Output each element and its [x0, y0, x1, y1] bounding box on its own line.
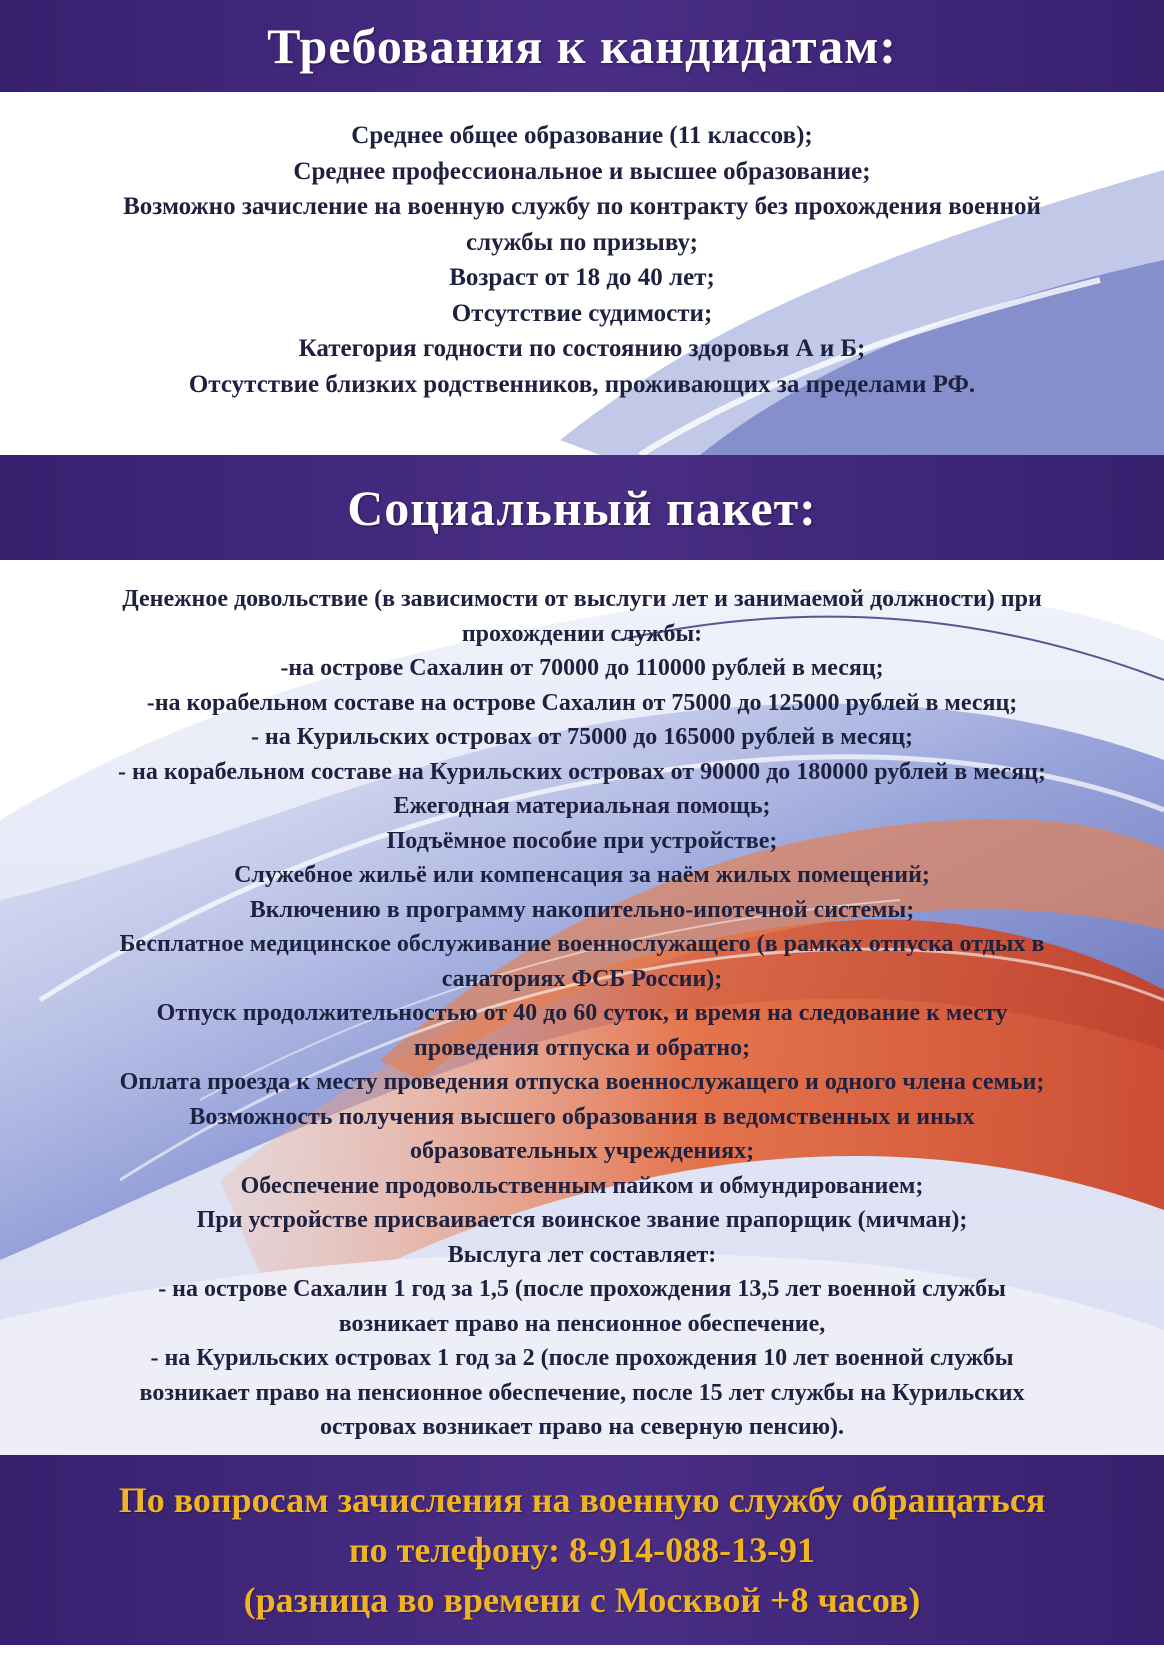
social-item: проведения отпуска и обратно;	[413, 1034, 751, 1061]
social-item: - на Курильских островах 1 год за 2 (после прохождения 10 лет военной службы	[150, 1345, 1014, 1371]
contact-timezone-note: (разница во времени с Москвой +8 часов)	[243, 1580, 921, 1620]
requirements-list	[20, 118, 1144, 402]
social-item: - на острове Сахалин 1 год за 1,5 (после прохождения 13,5 лет военной службы	[158, 1276, 1006, 1302]
social-item: прохождении службы:	[461, 620, 703, 647]
social-item: Возможность получения высшего образования в ведомственных и иных	[189, 1103, 975, 1130]
requirement-item: Возраст от 18 до 40 лет;	[449, 264, 715, 291]
social-item: возникает право на пенсионное обеспечение,	[338, 1310, 826, 1337]
social-item: возникает право на пенсионное обеспечение, после 15 лет службы на Курильских	[139, 1379, 1025, 1406]
social-title: Социальный пакет:	[347, 479, 817, 536]
social-item: -на острове Сахалин от 70000 до 110000 рублей в месяц;	[280, 655, 884, 681]
social-item: Выслуга лет составляет:	[447, 1241, 717, 1268]
social-item: Отпуск продолжительностью от 40 до 60 суток, и время на следование к месту	[156, 1000, 1008, 1026]
contact-banner	[0, 1455, 1164, 1645]
requirement-item: Отсутствие близких родственников, проживающих за пределами РФ.	[188, 370, 976, 398]
social-item: Служебное жильё или компенсация за наём жилых помещений;	[234, 862, 930, 888]
social-banner	[0, 455, 1164, 560]
social-list	[20, 582, 1144, 1445]
requirement-item: Среднее общее образование (11 классов);	[351, 122, 813, 149]
social-item: Оплата проезда к месту проведения отпуска военнослужащего и одного члена семьи;	[119, 1069, 1045, 1095]
social-item: Денежное довольствие (в зависимости от выслуги лет и занимаемой должности) при	[122, 586, 1042, 612]
social-item: образовательных учреждениях;	[409, 1138, 755, 1164]
social-item: Включению в программу накопительно-ипотечной системы;	[249, 896, 915, 923]
social-item: Бесплатное медицинское обслуживание военнослужащего (в рамках отпуска отдых в	[119, 931, 1045, 957]
social-item: Обеспечение продовольственным пайком и обмундированием;	[240, 1172, 924, 1199]
contact-phone: по телефону: 8-914-088-13-91	[348, 1530, 816, 1570]
social-item: Подъёмное пособие при устройстве;	[386, 827, 778, 854]
requirements-banner	[0, 0, 1164, 92]
social-item: - на Курильских островах от 75000 до 165000 рублей в месяц;	[250, 724, 914, 750]
requirement-item: Возможно зачисление на военную службу по контракту без прохождения военной	[123, 193, 1041, 220]
requirement-item: службы по призыву;	[466, 228, 698, 256]
social-item: островах возникает право на северную пенсию).	[319, 1414, 845, 1440]
requirements-title: Требования к кандидатам:	[267, 18, 897, 74]
requirement-item: Категория годности по состоянию здоровья А и Б;	[298, 335, 866, 362]
requirement-item: Отсутствие судимости;	[451, 299, 713, 327]
social-item: - на корабельном составе на Курильских островах от 90000 до 180000 рублей в месяц;	[118, 758, 1046, 785]
social-item: При устройстве присваивается воинское звание прапорщик (мичман);	[196, 1207, 968, 1233]
social-item: Ежегодная материальная помощь;	[393, 793, 771, 819]
social-item: -на корабельном составе на острове Сахалин от 75000 до 125000 рублей в месяц;	[146, 689, 1018, 716]
requirement-item: Среднее профессиональное и высшее образование;	[293, 157, 871, 185]
contact-intro: По вопросам зачисления на военную службу обращаться	[118, 1480, 1046, 1520]
social-item: санаториях ФСБ России);	[441, 965, 723, 992]
